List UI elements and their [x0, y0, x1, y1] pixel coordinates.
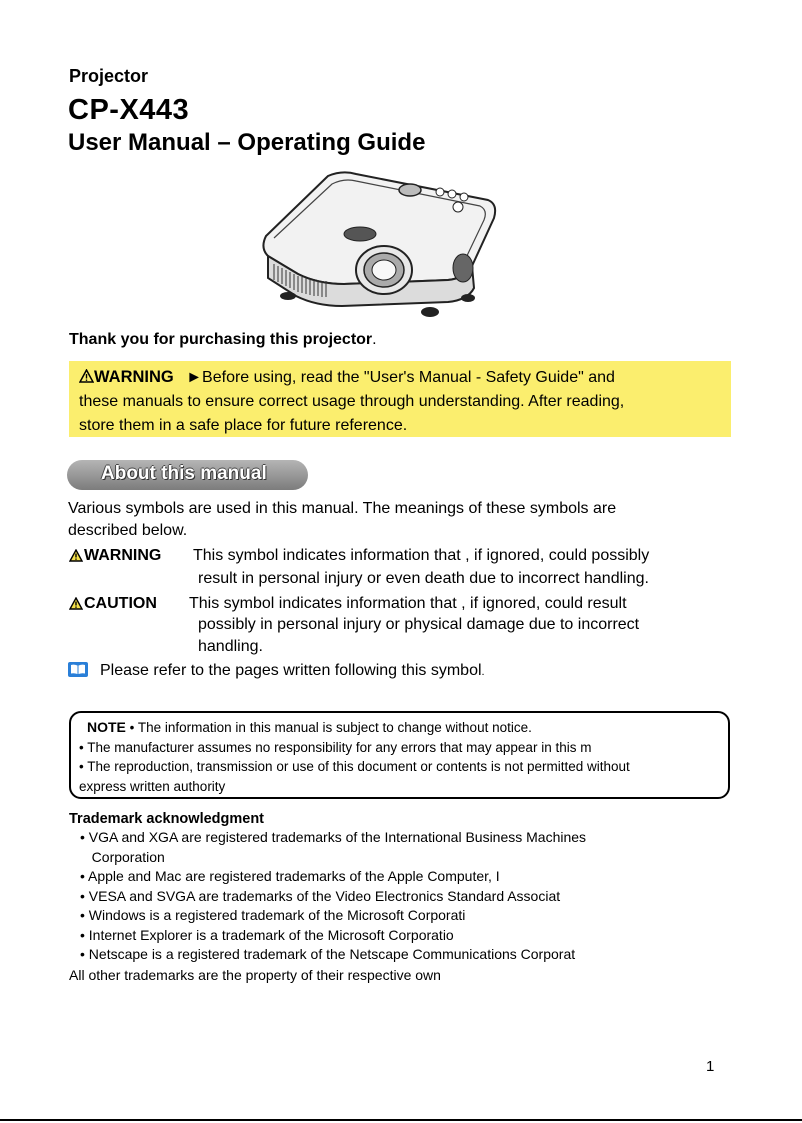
note-line-1: [79, 718, 720, 738]
warning-label: WARNING: [94, 368, 174, 386]
trademark-item: • Netscape is a registered trademark of the Netscape Communications Corporat: [80, 946, 576, 962]
note-line-3: • The reproduction, transmission or use of this document or contents is not permitted without: [79, 759, 630, 774]
intro-paragraph: [68, 498, 728, 542]
book-symbol-period: .: [481, 666, 485, 678]
page-number: 1: [706, 1058, 715, 1075]
thank-you-period: .: [372, 331, 377, 348]
section-title: About this manual: [101, 463, 267, 484]
section-header-about: [67, 460, 308, 490]
page-title: User Manual – Operating Guide: [68, 129, 426, 156]
intro-line-2: described below.: [68, 522, 188, 539]
trademark-item: • Internet Explorer is a trademark of the Microsoft Corporatio: [80, 926, 454, 943]
note-box: [69, 711, 730, 799]
thank-you-message: Thank you for purchasing this projector: [69, 331, 373, 348]
bottom-rule: [0, 1119, 802, 1121]
trademark-heading: Trademark acknowledgment: [69, 811, 265, 827]
trademark-item: • Windows is a registered trademark of the Microsoft Corporati: [80, 907, 466, 923]
warning-triangle-icon: [69, 549, 83, 562]
warning-line-1: [79, 365, 721, 390]
warning-text-1: Before using, read the "User's Manual - Safety Guide" and: [202, 369, 615, 386]
note-line-2: • The manufacturer assumes no responsibility for any errors that may appear in this m: [79, 739, 592, 755]
intro-line-1: Various symbols are used in this manual. The meanings of these symbols are: [68, 500, 617, 517]
warning-symbol-row: [69, 544, 729, 592]
caution-desc-2: possibly in personal injury or physical damage due to incorrect: [198, 616, 640, 633]
warning-symbol-label: [69, 544, 161, 567]
warning-box: [69, 361, 731, 437]
projector-illustration: [258, 170, 498, 322]
document-kicker: Projector: [69, 66, 149, 86]
trademark-item: • VESA and SVGA are trademarks of the Video Electronics Standard Associat: [80, 887, 561, 904]
trademark-list: [80, 828, 720, 965]
note-label: NOTE: [87, 719, 126, 735]
trademark-item: Corporation: [80, 848, 165, 865]
caution-desc-1: This symbol indicates information that , if ignored, could result: [189, 595, 627, 612]
arrow-icon: ►: [186, 369, 203, 386]
model-number: CP-X443: [68, 94, 190, 126]
warning-line-2: these manuals to ensure correct usage through understanding. After reading,: [79, 393, 625, 410]
thank-you-text: [69, 331, 377, 349]
warning-desc-2: result in personal injury or even death due to incorrect handling.: [198, 570, 649, 587]
caution-triangle-icon: [69, 597, 83, 610]
note-line-4: express written authority: [79, 778, 226, 794]
book-icon: [68, 662, 88, 677]
caution-desc-3: handling.: [198, 638, 263, 655]
trademark-footer: All other trademarks are the property of their respective own: [69, 967, 441, 983]
caution-symbol-label: [69, 592, 157, 615]
book-symbol-text: Please refer to the pages written following this symbol: [100, 662, 482, 679]
trademark-item: • Apple and Mac are registered trademarks of the Apple Computer, I: [80, 868, 500, 884]
trademark-item: • VGA and XGA are registered trademarks of the International Business Machines: [80, 829, 587, 845]
note-text-1: • The information in this manual is subject to change without notice.: [129, 720, 532, 735]
warning-desc-1: This symbol indicates information that , if ignored, could possibly: [193, 547, 650, 564]
caution-symbol-text: CAUTION: [84, 595, 157, 612]
warning-triangle-icon: [79, 369, 94, 383]
caution-symbol-row: [69, 592, 729, 662]
warning-line-3: store them in a safe place for future reference.: [79, 417, 408, 434]
warning-symbol-text: WARNING: [84, 547, 162, 564]
